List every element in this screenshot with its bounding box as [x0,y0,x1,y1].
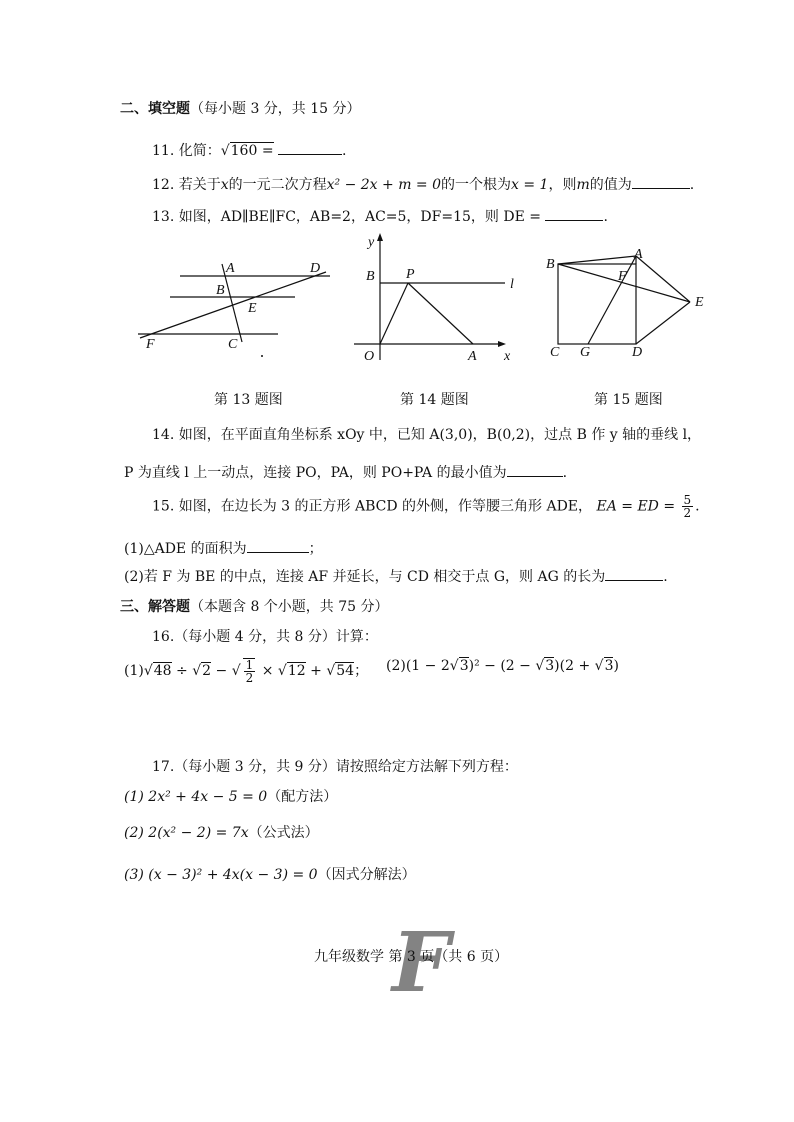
question-15-sub2: (2)若 F 为 BE 的中点，连接 AF 并延长，与 CD 相交于点 G，则 AG 的长为 . [124,569,668,585]
question-text: 若关于 [178,177,221,193]
y-axis-arrow [377,233,383,241]
label-x: x [504,349,511,364]
label-l: l [510,277,514,292]
question-text: 的一个根为 [441,177,512,193]
answer-blank[interactable] [605,568,663,581]
question-text: 的一元二次方程 [228,177,327,193]
answer-blank[interactable] [545,208,603,221]
question-number: 15. [152,498,175,515]
fraction-numerator: 1 [245,658,254,672]
question-text: （每小题 4 分，共 8 分）计算： [174,629,378,645]
part-label: (2) [386,658,406,674]
label-C: C [228,337,238,352]
expression: )² − (2 − [468,658,536,674]
fraction-five-halves [682,494,694,519]
answer-blank[interactable] [507,464,563,477]
question-text: 如图，在边长为 3 的正方形 ABCD 的外侧，作等腰三角形 ADE， [178,498,593,515]
expression: (1 − 2 [405,658,450,674]
label-B: B [216,283,225,298]
fraction-numerator: 5 [683,493,692,507]
section-3-note: （本题含 8 个小题，共 75 分） [190,599,389,615]
operator: + [310,663,322,679]
section-2-heading [120,98,361,118]
label-C: C [550,345,560,360]
fraction-one-half [243,658,256,684]
speck [261,355,263,357]
figure-15 [540,248,715,360]
radicand: 3 [459,658,469,674]
question-16 [152,626,378,646]
question-text: ，则 [548,177,577,193]
equation: (1) 2x² + 4x − 5 = 0 [124,789,268,805]
equation: EA = ED = [596,498,676,515]
x-axis-arrow [498,341,506,347]
section-2-note: （每小题 3 分，共 15 分） [190,101,361,117]
label-E: E [248,301,257,316]
question-text: （每小题 3 分，共 9 分）请按照给定方法解下列方程： [174,759,518,775]
segment-PA [408,283,473,344]
label-G: G [580,345,591,360]
caption-figure-15: 第 15 题图 [594,392,663,408]
question-17 [152,756,518,776]
sqrt-symbol: √ [220,143,230,159]
question-number: 11. [152,143,175,159]
expression: ) [613,658,619,674]
punctuation: ； [354,663,369,679]
root-value: x = 1 [511,177,549,193]
question-text: (2)若 F 为 BE 的中点，连接 AF 并延长，与 CD 相交于点 G，则 AG 的长为 [124,569,606,585]
transversal-DF [140,272,326,338]
answer-blank[interactable] [632,176,690,189]
label-D: D [310,261,321,276]
label-y: y [368,235,375,250]
part-label: (1) [124,663,144,679]
equation: (3) (x − 3)² + 4x(x − 3) = 0 [124,867,318,883]
label-F: F [618,269,627,284]
question-number: 16. [152,629,175,645]
question-16-part2: (2)(1 − 2√3)² − (2 − √3)(2 + √3) [386,658,619,674]
question-17-part1 [124,786,337,806]
label-O: O [364,349,375,364]
label-F: F [146,337,155,352]
answer-blank[interactable] [278,142,342,155]
page-footer: 九年级数学 第 3 页（共 6 页） [314,949,509,965]
question-17-part2 [124,822,319,842]
question-12: 12. 若关于x的一元二次方程x² − 2x + m = 0的一个根为x = 1，则m的值为 . [152,177,695,193]
question-15-sub1: (1)△ADE 的面积为 ； [124,541,323,557]
segment-AE [636,256,690,302]
radicand: 48 [153,663,172,679]
exam-logo: F [392,915,451,1011]
section-3-title: 三、解答题 [120,599,190,615]
segment-DE [636,302,690,344]
question-17-part3 [124,864,416,884]
label-E: E [695,295,704,310]
radicand: 12 [287,663,306,679]
method-note: （配方法） [267,789,338,805]
section-2-title: 二、填空题 [120,101,190,117]
question-text: 的值为 [589,177,632,193]
question-16-part1: (1)√48 ÷ √2 − √ $\frac{1}{2}$ × √12 + √54； [124,658,369,685]
label-D: D [632,345,643,360]
label-A: A [226,261,235,276]
operator: − [215,663,228,679]
segment-AG [588,256,636,344]
question-number: 17. [152,759,175,775]
label-P: P [406,267,415,282]
fraction-denominator: 2 [683,506,692,520]
question-text: 如图，AD∥BE∥FC，AB=2，AC=5，DF=15，则 DE = [178,209,541,225]
question-number: 14. [152,427,175,443]
variable-x: x [220,177,229,193]
caption-figure-13: 第 13 题图 [214,392,283,408]
operator: × [261,663,274,679]
figure-13 [130,252,340,362]
operator: ÷ [176,663,188,679]
label-A: A [634,248,643,262]
radicand: 3 [604,658,614,674]
radicand: 2 [202,663,212,679]
question-11: 11. 化简：√160 = . [152,143,347,159]
question-text: (1)△ADE 的面积为 [124,541,247,557]
method-note: （因式分解法） [317,867,416,883]
question-14-line1 [152,424,701,444]
label-B: B [546,257,555,272]
radicand: 54 [336,663,355,679]
equation: (2) 2(x² − 2) = 7x [124,825,249,841]
fraction-denominator: 2 [245,671,254,685]
label-B: B [366,269,375,284]
variable-m: m [576,177,590,193]
answer-blank[interactable] [247,540,309,553]
question-14-line2: P 为直线 l 上一动点，连接 PO，PA，则 PO+PA 的最小值为 . [124,465,568,481]
label-A: A [468,349,477,364]
caption-figure-14: 第 14 题图 [400,392,469,408]
question-13: 13. 如图，AD∥BE∥FC，AB=2，AC=5，DF=15，则 DE = . [152,209,608,225]
question-text: 如图，在平面直角坐标系 xOy 中，已知 A(3,0)，B(0,2)，过点 B 作 y 轴的垂线 l， [178,427,702,443]
question-text: P 为直线 l 上一动点，连接 PO，PA，则 PO+PA 的最小值为 [124,465,507,481]
segment-PO [380,283,408,344]
question-number: 13. [152,209,175,225]
segment-BA [558,256,636,264]
radicand: 3 [545,658,555,674]
question-text: 化简： [178,143,221,159]
section-3-heading [120,596,389,616]
method-note: （公式法） [248,825,319,841]
question-number: 12. [152,177,175,193]
equation: x² − 2x + m = 0 [326,177,442,193]
question-expression: 160 = [230,143,274,159]
figure-14 [350,230,525,365]
question-15-line1: 15. 如图，在边长为 3 的正方形 ABCD 的外侧，作等腰三角形 ADE， EA = ED = $\frac{5}{2}$ . [152,493,700,520]
expression: )(2 + [554,658,595,674]
